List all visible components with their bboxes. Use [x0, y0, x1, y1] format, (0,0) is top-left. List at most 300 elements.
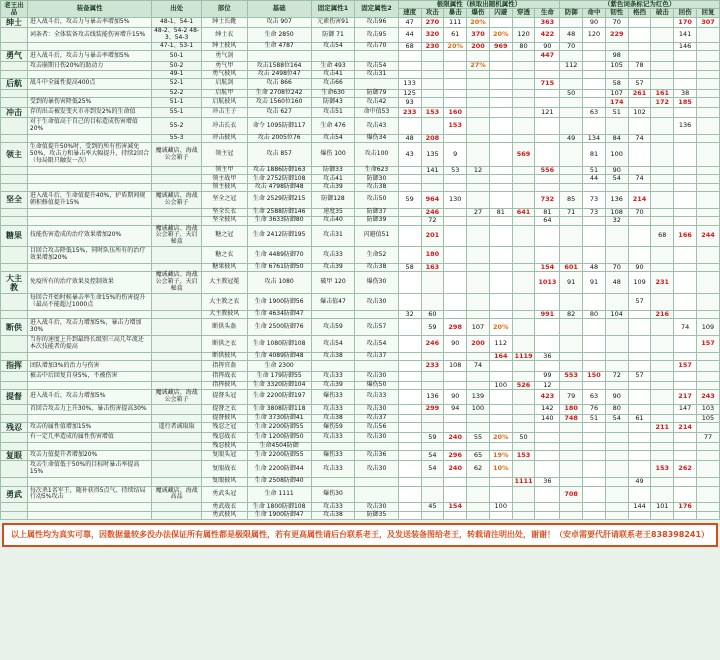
table-row: [1, 414, 720, 422]
stat-value-12: 170: [674, 17, 697, 27]
stat-value-0: 133: [398, 79, 421, 89]
header-fix1: 固定属性1: [311, 1, 355, 18]
equip-source: [152, 217, 202, 225]
stat-value-12: [674, 79, 697, 89]
stat-value-10: 102: [628, 107, 651, 117]
equip-part: 复眼头冠: [201, 451, 247, 461]
equip-base: 攻击1588位164: [247, 61, 311, 71]
stat-value-9: [605, 361, 628, 371]
stat-value-8: [583, 319, 606, 336]
equip-fix2: 爆伤34: [355, 134, 399, 142]
boss-name: 提督: [1, 389, 28, 404]
equip-part: 复眼战衣: [201, 461, 247, 478]
header-stat-12: 回伤: [674, 9, 697, 17]
stat-value-4: 20%: [489, 28, 512, 43]
stat-value-12: [674, 451, 697, 461]
stat-value-13: [696, 217, 719, 225]
stat-value-10: [628, 352, 651, 360]
stat-value-2: [444, 511, 467, 519]
stat-value-13: [696, 107, 719, 117]
equip-base: 生命 4089防御48: [247, 352, 311, 360]
equip-source: [152, 404, 202, 414]
stat-value-8: [583, 247, 606, 264]
equip-skill: 进入战斗后，生命值提升40%，护盾期间规朝积修值提升15%: [27, 191, 151, 208]
table-row: [1, 28, 720, 43]
stat-value-10: [628, 71, 651, 79]
stat-value-3: 62: [467, 461, 490, 478]
equip-base: 生命 1900防御47: [247, 511, 311, 519]
stat-value-3: 74: [467, 361, 490, 371]
equip-source: [152, 183, 202, 191]
equip-fix2: 攻击57: [355, 319, 399, 336]
stat-value-13: [696, 143, 719, 167]
boss-name: [1, 134, 28, 142]
equip-fix1: 攻击66: [311, 79, 355, 89]
stat-value-7: [560, 461, 583, 478]
stat-value-0: 125: [398, 89, 421, 97]
stat-value-5: [512, 17, 535, 27]
stat-value-10: [628, 217, 651, 225]
equip-fix1: 攻击41: [311, 71, 355, 79]
stat-value-10: 61: [628, 414, 651, 422]
stat-value-9: [605, 352, 628, 360]
equip-source: [152, 371, 202, 381]
stat-value-12: [674, 208, 697, 216]
equip-base: 生命 4634防御47: [247, 310, 311, 318]
stat-value-3: [467, 217, 490, 225]
equip-base: 生命 1900防御56: [247, 294, 311, 311]
stat-value-1: [421, 423, 444, 433]
equip-fix1: [311, 310, 355, 318]
equip-fix2: [355, 79, 399, 89]
table-row: [1, 79, 720, 89]
stat-value-6: [535, 451, 560, 461]
stat-value-11: [651, 443, 674, 451]
equip-skill: 被击中后回复自身5%，不被伤害: [27, 371, 151, 381]
equip-skill: 受到的暴伤害降低25%: [27, 98, 151, 108]
stat-value-11: [651, 511, 674, 519]
equip-fix1: 攻击54: [311, 134, 355, 142]
boss-name: [1, 461, 28, 478]
equip-source: [152, 175, 202, 183]
stat-value-7: [560, 225, 583, 247]
stat-value-0: [398, 451, 421, 461]
equip-source: 55-3: [152, 134, 202, 142]
stat-value-0: [398, 433, 421, 443]
stat-value-5: [512, 183, 535, 191]
stat-value-6: 423: [535, 389, 560, 404]
stat-value-7: [560, 183, 583, 191]
stat-value-8: [583, 451, 606, 461]
equip-part: 勇武头冠: [201, 486, 247, 503]
stat-value-8: [583, 423, 606, 433]
stat-value-0: [398, 217, 421, 225]
stat-value-10: [628, 225, 651, 247]
equip-base: 生命 2200防御44: [247, 461, 311, 478]
table-row: [1, 389, 720, 404]
stat-value-8: [583, 503, 606, 511]
stat-value-1: 320: [421, 28, 444, 43]
equip-skill: [27, 352, 151, 360]
stat-value-2: [444, 371, 467, 381]
stat-value-4: [489, 225, 512, 247]
equip-fix1: 爆伤 100: [311, 143, 355, 167]
table-row: [1, 247, 720, 264]
table-row: [1, 404, 720, 414]
stat-value-11: [651, 371, 674, 381]
stat-value-2: 9: [444, 143, 467, 167]
stat-value-5: 80: [512, 42, 535, 50]
stat-value-12: [674, 414, 697, 422]
stat-value-8: [583, 433, 606, 443]
stat-value-11: [651, 404, 674, 414]
equip-fix1: 防御 71: [311, 28, 355, 43]
stat-value-10: [628, 28, 651, 43]
equip-part: 大主教冠冕: [201, 272, 247, 294]
equip-skill: 攻击的属性值增加15%: [27, 423, 151, 433]
stat-value-4: [489, 61, 512, 71]
equip-base: 攻击 4798防御48: [247, 183, 311, 191]
equip-part: 指挥战衣: [201, 371, 247, 381]
stat-value-13: [696, 511, 719, 519]
stat-value-13: 105: [696, 414, 719, 422]
stat-value-11: [651, 208, 674, 216]
stat-value-11: [651, 28, 674, 43]
equip-fix2: 攻击38: [355, 183, 399, 191]
equip-skill: 攻击生命值低于50%的目标时暴击率提高15%: [27, 461, 151, 478]
stat-value-3: 12: [467, 167, 490, 175]
stat-value-1: 59: [421, 433, 444, 443]
stat-value-6: 81: [535, 208, 560, 216]
stat-value-3: [467, 478, 490, 486]
stat-value-7: 70: [560, 42, 583, 50]
boss-name: 残忍: [1, 423, 28, 433]
stat-value-0: [398, 225, 421, 247]
boss-name: [1, 61, 28, 71]
stat-value-5: [512, 319, 535, 336]
stat-value-5: [512, 461, 535, 478]
table-row: [1, 89, 720, 97]
stat-value-12: [674, 371, 697, 381]
equip-fix1: 防御33: [311, 167, 355, 175]
stat-value-1: [421, 478, 444, 486]
stat-value-12: [674, 191, 697, 208]
stat-value-8: [583, 478, 606, 486]
equip-skill: [27, 167, 151, 175]
equip-source: 48-2、54-2 48-3、54-3: [152, 28, 202, 43]
equip-fix1: 攻击33: [311, 433, 355, 443]
stat-value-2: 240: [444, 433, 467, 443]
equip-source: [152, 352, 202, 360]
stat-value-0: [398, 443, 421, 451]
stat-value-0: [398, 272, 421, 294]
equip-base: 攻击 2005位76: [247, 134, 311, 142]
stat-value-3: [467, 264, 490, 272]
stat-value-5: [512, 423, 535, 433]
stat-value-1: [421, 272, 444, 294]
stat-value-9: 70: [605, 264, 628, 272]
stat-value-13: [696, 478, 719, 486]
stat-value-13: 243: [696, 389, 719, 404]
stat-value-13: [696, 486, 719, 503]
stat-value-4: [489, 478, 512, 486]
stat-value-11: [651, 217, 674, 225]
stat-value-12: 136: [674, 118, 697, 135]
stat-value-10: [628, 361, 651, 371]
stat-value-9: 58: [605, 79, 628, 89]
stat-value-7: 748: [560, 414, 583, 422]
stat-value-7: [560, 319, 583, 336]
boss-name: [1, 381, 28, 389]
stat-value-3: [467, 443, 490, 451]
stat-value-12: 214: [674, 423, 697, 433]
stat-value-5: [512, 217, 535, 225]
table-row: [1, 217, 720, 225]
stat-value-5: [512, 191, 535, 208]
boss-name: 领主: [1, 143, 28, 167]
stat-value-7: [560, 247, 583, 264]
header-stat-8: 命中: [583, 9, 606, 17]
stat-value-1: [421, 381, 444, 389]
header-stat-4: 闪避: [489, 9, 512, 17]
table-row: [1, 361, 720, 371]
boss-name: [1, 71, 28, 79]
stat-value-9: 108: [605, 208, 628, 216]
stat-value-6: 140: [535, 414, 560, 422]
stat-value-7: [560, 51, 583, 61]
stat-value-3: [467, 118, 490, 135]
table-row: [1, 461, 720, 478]
stat-value-6: 121: [535, 107, 560, 117]
equip-base: 生命 1800防御108: [247, 503, 311, 511]
equip-skill: 有一定几率造成的属性伤害增值: [27, 433, 151, 443]
equip-skill: 当你的速度上升到最终长级别三高几年流还本次技能者的提高: [27, 336, 151, 353]
stat-value-0: [398, 247, 421, 264]
equip-base: 攻击 1560位160: [247, 98, 311, 108]
equip-source: 50-2: [152, 61, 202, 71]
stat-value-8: [583, 511, 606, 519]
stat-value-11: [651, 107, 674, 117]
stat-value-8: [583, 361, 606, 371]
equip-skill: 对于生命值高于自己的目标造成伤害增值20%: [27, 118, 151, 135]
stat-value-1: 59: [421, 319, 444, 336]
equip-part: 绅士披风: [201, 42, 247, 50]
stat-value-0: [398, 175, 421, 183]
stat-value-6: 715: [535, 79, 560, 89]
stat-value-10: [628, 389, 651, 404]
stat-value-1: [421, 51, 444, 61]
stat-value-4: [489, 118, 512, 135]
equip-source: 魔诚藏店、海战公会箱子、天启秘盒: [152, 272, 202, 294]
stat-value-9: 107: [605, 89, 628, 97]
header-fix2: 固定属性2: [355, 1, 399, 18]
table-row: [1, 183, 720, 191]
boss-name: [1, 98, 28, 108]
equip-fix1: [311, 443, 355, 451]
stat-value-3: [467, 247, 490, 264]
equip-fix2: 攻击31: [355, 71, 399, 79]
stat-value-13: 157: [696, 336, 719, 353]
equip-source: 魔诚藏店、海战高品: [152, 486, 202, 503]
equip-base: 生命 3633防御80: [247, 217, 311, 225]
stat-value-11: [651, 486, 674, 503]
equip-source: [152, 414, 202, 422]
boss-name: 后航: [1, 79, 28, 89]
equip-source: 魔诚藏店、海战公会箱子: [152, 389, 202, 404]
stat-value-13: [696, 89, 719, 97]
stat-value-6: [535, 443, 560, 451]
stat-value-10: 57: [628, 79, 651, 89]
stat-value-13: [696, 423, 719, 433]
stat-value-3: [467, 486, 490, 503]
boss-name: [1, 118, 28, 135]
stat-value-11: [651, 71, 674, 79]
stat-value-10: [628, 42, 651, 50]
equip-part: 领主甲: [201, 167, 247, 175]
stat-value-8: 90: [583, 17, 606, 27]
stat-value-5: [512, 404, 535, 414]
stat-value-13: [696, 175, 719, 183]
stat-value-0: [398, 486, 421, 503]
equip-source: 55-1: [152, 107, 202, 117]
table-row: [1, 208, 720, 216]
stat-value-6: 12: [535, 381, 560, 389]
equip-source: 48-1、54-1: [152, 17, 202, 27]
equip-fix1: [311, 51, 355, 61]
table-row: [1, 272, 720, 294]
equip-fix2: 爆伤30: [355, 272, 399, 294]
stat-value-6: 1013: [535, 272, 560, 294]
stat-value-10: [628, 511, 651, 519]
equip-part: 坚全之冠: [201, 191, 247, 208]
equip-part: 冲击王子: [201, 107, 247, 117]
stat-value-10: 109: [628, 272, 651, 294]
stat-value-7: [560, 443, 583, 451]
stat-value-1: 153: [421, 107, 444, 117]
boss-name: [1, 208, 28, 216]
equip-source: [152, 167, 202, 175]
stat-value-1: [421, 89, 444, 97]
stat-value-1: 246: [421, 208, 444, 216]
stat-value-11: 211: [651, 423, 674, 433]
stat-value-2: 94: [444, 404, 467, 414]
equip-base: 攻击 2498位47: [247, 71, 311, 79]
table-row: [1, 478, 720, 486]
header-stat-7: 防御: [560, 9, 583, 17]
stat-value-11: 231: [651, 272, 674, 294]
equip-fix1: 攻击33: [311, 503, 355, 511]
stat-value-4: [489, 134, 512, 142]
stat-value-2: 160: [444, 107, 467, 117]
equip-fix1: 攻击54: [311, 336, 355, 353]
stat-value-2: 20%: [444, 42, 467, 50]
stat-value-2: [444, 134, 467, 142]
stat-value-9: [605, 478, 628, 486]
equip-skill: 进入战斗后，攻击力增加5%，暴击力增加30%: [27, 319, 151, 336]
stat-value-9: 90: [605, 167, 628, 175]
stat-value-0: [398, 51, 421, 61]
equip-part: 大主教之衣: [201, 294, 247, 311]
stat-value-4: [489, 264, 512, 272]
stat-value-0: [398, 118, 421, 135]
stat-value-10: [628, 17, 651, 27]
equip-part: 冲击披风: [201, 134, 247, 142]
stat-value-4: [489, 247, 512, 264]
stat-value-11: [651, 381, 674, 389]
stat-value-9: 98: [605, 51, 628, 61]
stat-value-7: 49: [560, 134, 583, 142]
stat-value-4: 112: [489, 336, 512, 353]
stat-value-7: [560, 381, 583, 389]
stat-value-10: 261: [628, 89, 651, 97]
stat-value-8: [583, 217, 606, 225]
stat-value-2: [444, 423, 467, 433]
equip-source: [152, 511, 202, 519]
equip-skill: [27, 511, 151, 519]
equip-source: [152, 433, 202, 443]
stat-value-7: [560, 71, 583, 79]
stat-value-8: 134: [583, 134, 606, 142]
stat-value-10: [628, 381, 651, 389]
table-row: [1, 134, 720, 142]
stat-value-0: [398, 503, 421, 511]
stat-value-5: [512, 71, 535, 79]
stat-value-8: 80: [583, 310, 606, 318]
equip-part: 糖之衣: [201, 247, 247, 264]
stat-value-11: [651, 319, 674, 336]
table-row: [1, 503, 720, 511]
equip-source: 魔诚藏店、海战公会箱子: [152, 143, 202, 167]
boss-name: [1, 28, 28, 43]
stat-value-7: [560, 17, 583, 27]
stat-value-6: [535, 61, 560, 71]
equip-source: [152, 361, 202, 371]
stat-value-1: 54: [421, 451, 444, 461]
equip-source: [152, 310, 202, 318]
header-stat-9: 韧性: [605, 9, 628, 17]
stat-value-4: [489, 191, 512, 208]
equip-fix1: 攻击39: [311, 183, 355, 191]
table-row: [1, 225, 720, 247]
stat-value-0: [398, 478, 421, 486]
equip-base: 生命 2200防御55: [247, 423, 311, 433]
stat-value-7: 82: [560, 310, 583, 318]
stat-value-3: [467, 225, 490, 247]
stat-value-13: 103: [696, 404, 719, 414]
boss-name: [1, 264, 28, 272]
stat-value-8: 73: [583, 191, 606, 208]
equip-skill: [27, 443, 151, 451]
stat-value-8: 63: [583, 389, 606, 404]
stat-value-8: [583, 61, 606, 71]
stat-value-8: [583, 352, 606, 360]
stat-value-6: [535, 183, 560, 191]
stat-value-2: 90: [444, 389, 467, 404]
stat-value-6: [535, 336, 560, 353]
stat-value-13: 77: [696, 433, 719, 443]
equip-source: 51-1: [152, 98, 202, 108]
stat-value-3: [467, 51, 490, 61]
stat-value-1: [421, 443, 444, 451]
stat-value-13: 109: [696, 319, 719, 336]
stat-value-5: [512, 389, 535, 404]
stat-value-10: [628, 443, 651, 451]
equip-fix1: 攻击33: [311, 461, 355, 478]
stat-value-7: [560, 217, 583, 225]
stat-value-3: 370: [467, 28, 490, 43]
stat-value-12: [674, 443, 697, 451]
stat-value-7: 85: [560, 191, 583, 208]
